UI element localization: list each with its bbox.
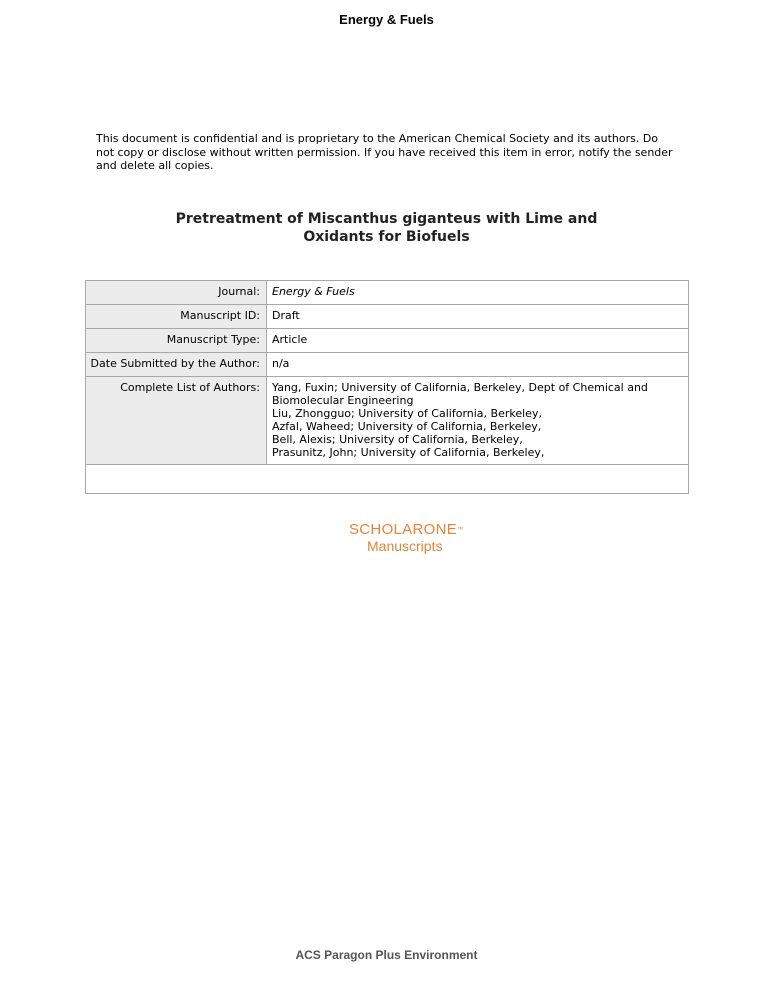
author-line: Bell, Alexis; University of California, Berkeley, (272, 433, 523, 446)
date-submitted-label: Date Submitted by the Author: (86, 353, 267, 376)
journal-header: Energy & Fuels (339, 12, 434, 27)
author-line: Azfal, Waheed; University of California, Berkeley, (272, 420, 542, 433)
logo-one: ONE (423, 521, 458, 538)
journal-value: Energy & Fuels (267, 281, 688, 304)
title-line-2: Oxidants for Biofuels (303, 229, 470, 245)
journal-label: Journal: (86, 281, 267, 304)
scholarone-logo (349, 521, 463, 555)
date-submitted-value: n/a (267, 353, 688, 376)
manuscript-title (130, 210, 643, 246)
row-date-submitted (86, 353, 688, 377)
manuscript-type-value: Article (267, 329, 688, 352)
author-line: Prasunitz, John; University of California, Berkeley, (272, 446, 545, 459)
row-manuscript-type (86, 329, 688, 353)
logo-trademark: ™ (457, 527, 464, 533)
manuscript-id-value: Draft (267, 305, 688, 328)
logo-scholar: SCHOLAR (349, 521, 424, 538)
row-empty (86, 465, 688, 493)
authors-label: Complete List of Authors: (86, 377, 267, 464)
logo-wordmark (349, 521, 463, 538)
manuscript-info-table (85, 280, 689, 494)
logo-manuscripts: Manuscripts (367, 538, 443, 554)
row-authors (86, 377, 688, 465)
confidentiality-notice: This document is confidential and is proprietary to the American Chemical Society and its authors. Do not copy or disclose without written permission. If you have received this item in error, notify the sender and delete all copies. (96, 132, 673, 172)
manuscript-type-label: Manuscript Type: (86, 329, 267, 352)
empty-cell (86, 465, 688, 493)
authors-value (267, 377, 688, 464)
manuscript-id-label: Manuscript ID: (86, 305, 267, 328)
row-journal (86, 281, 688, 305)
author-line: Yang, Fuxin; University of California, Berkeley, Dept of Chemical and (272, 381, 648, 394)
author-line: Biomolecular Engineering (272, 394, 414, 407)
author-line: Liu, Zhongguo; University of California, Berkeley, (272, 407, 542, 420)
row-manuscript-id (86, 305, 688, 329)
title-line-1: Pretreatment of Miscanthus giganteus with Lime and (175, 211, 598, 227)
page-footer: ACS Paragon Plus Environment (295, 948, 478, 962)
